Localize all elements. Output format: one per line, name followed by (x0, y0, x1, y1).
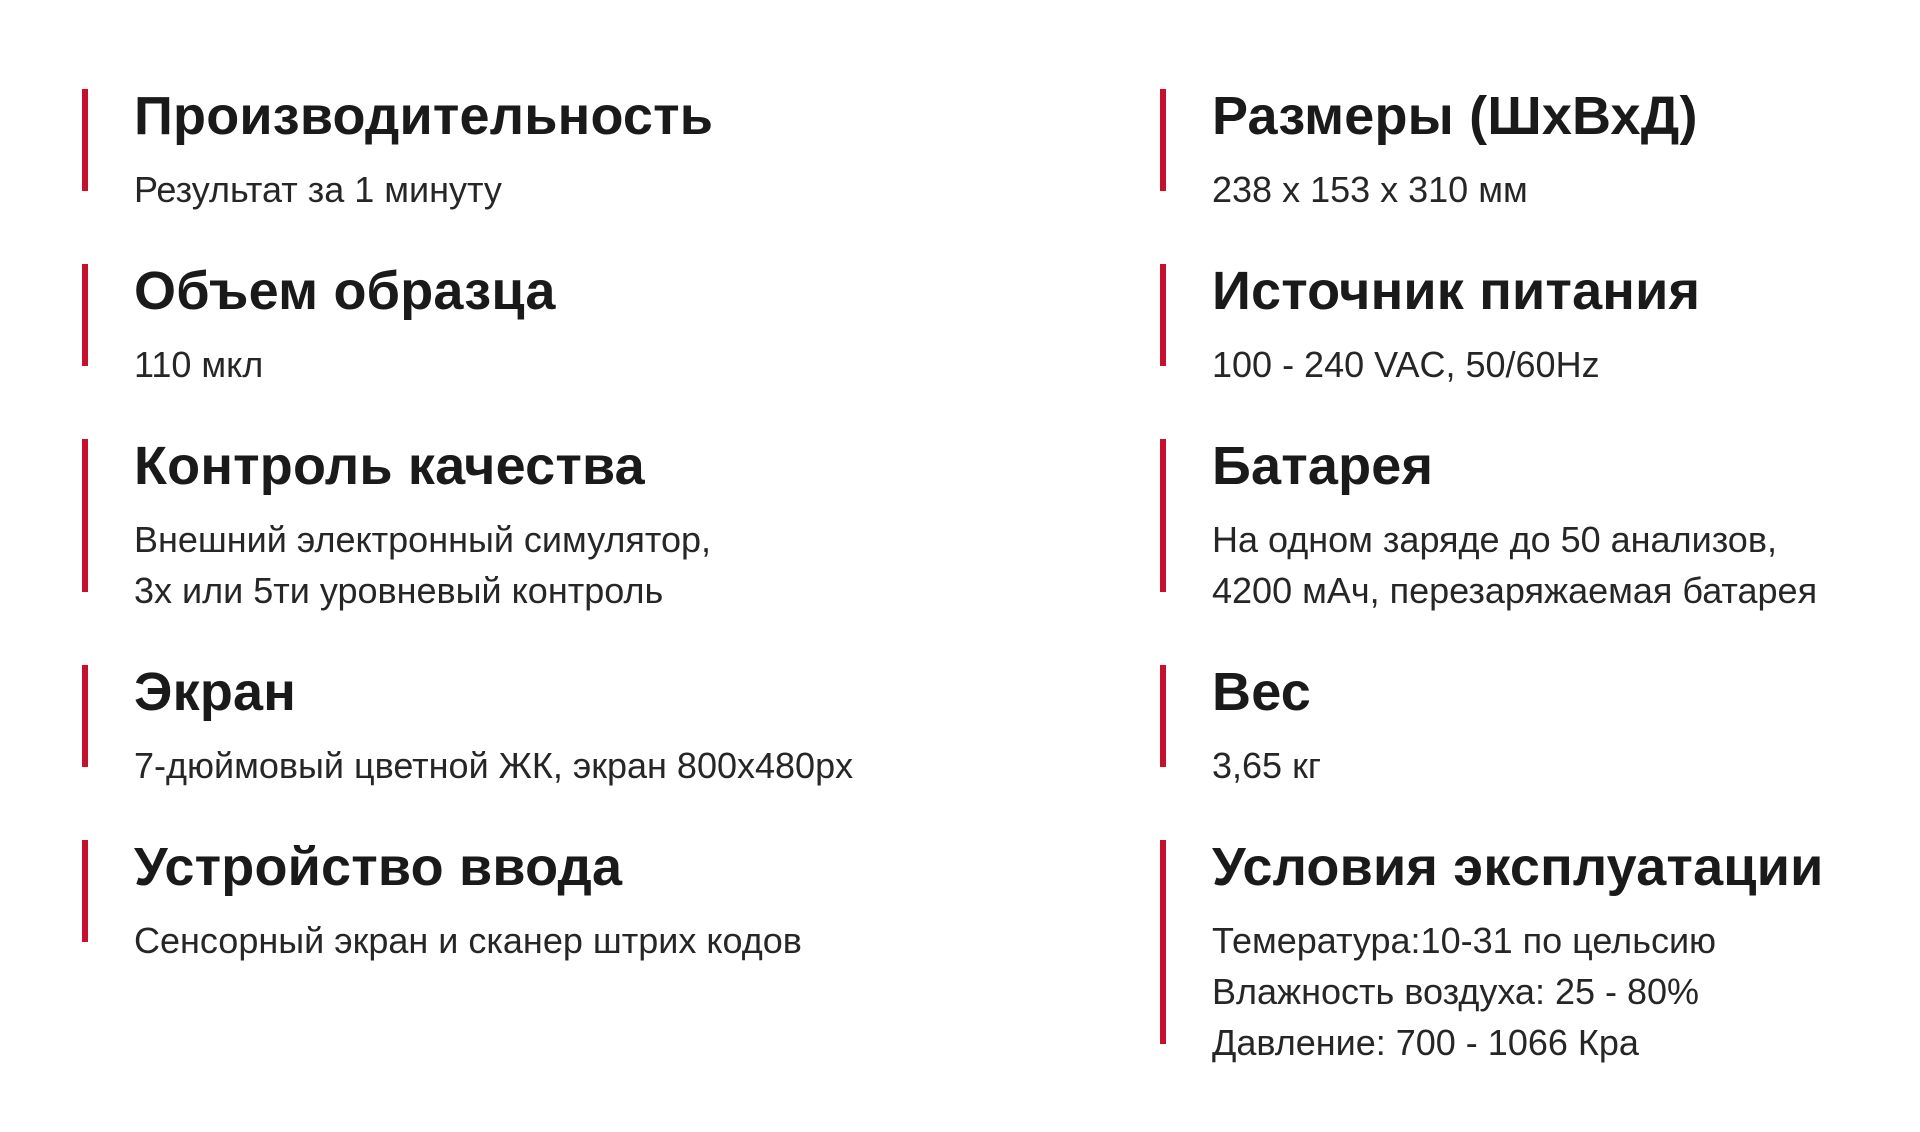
accent-bar (82, 840, 88, 942)
spec-title: Устройство ввода (134, 837, 623, 897)
spec-value: 110 мкл (134, 344, 264, 385)
spec-value: 238 x 153 x 310 мм (1212, 169, 1528, 210)
spec-value: 4200 мАч, перезаряжаемая батарея (1212, 570, 1818, 611)
spec-sample-volume (82, 261, 1082, 385)
spec-value: Сенсорный экран и сканер штрих кодов (134, 920, 802, 961)
accent-bar (1160, 665, 1166, 767)
spec-title: Экран (134, 662, 297, 722)
spec-operating-conditions (1160, 837, 1900, 1063)
spec-input-device (82, 837, 1082, 961)
spec-weight (1160, 662, 1900, 786)
spec-dimensions (1160, 86, 1900, 210)
spec-title: Производительность (134, 86, 714, 146)
accent-bar (82, 439, 88, 592)
spec-screen (82, 662, 1082, 786)
spec-value: На одном заряде до 50 анализов, (1212, 519, 1777, 560)
spec-value: 100 - 240 VAC, 50/60Hz (1212, 344, 1600, 385)
accent-bar (1160, 264, 1166, 366)
spec-title: Размеры (ШхВхД) (1212, 86, 1698, 146)
spec-title: Источник питания (1212, 261, 1701, 321)
spec-value: 3,65 кг (1212, 745, 1321, 786)
accent-bar (82, 89, 88, 191)
spec-value: 7-дюймовый цветной ЖК, экран 800x480px (134, 745, 854, 786)
spec-title: Условия эксплуатации (1212, 837, 1824, 897)
spec-performance (82, 86, 1082, 210)
spec-battery (1160, 436, 1900, 611)
spec-value: Внешний электронный симулятор, (134, 519, 712, 560)
spec-value: Темература:10-31 по цельсию (1212, 920, 1717, 961)
spec-power-supply (1160, 261, 1900, 385)
spec-value: Результат за 1 минуту (134, 169, 502, 210)
spec-title: Батарея (1212, 436, 1434, 496)
accent-bar (1160, 439, 1166, 592)
spec-title: Вес (1212, 662, 1311, 722)
spec-title: Объем образца (134, 261, 556, 321)
spec-value: Давление: 700 - 1066 Кра (1212, 1022, 1639, 1063)
accent-bar (82, 665, 88, 767)
accent-bar (82, 264, 88, 366)
spec-title: Контроль качества (134, 436, 645, 496)
accent-bar (1160, 840, 1166, 1044)
spec-quality-control (82, 436, 1082, 611)
spec-value: 3х или 5ти уровневый контроль (134, 570, 664, 611)
accent-bar (1160, 89, 1166, 191)
spec-value: Влажность воздуха: 25 - 80% (1212, 971, 1700, 1012)
